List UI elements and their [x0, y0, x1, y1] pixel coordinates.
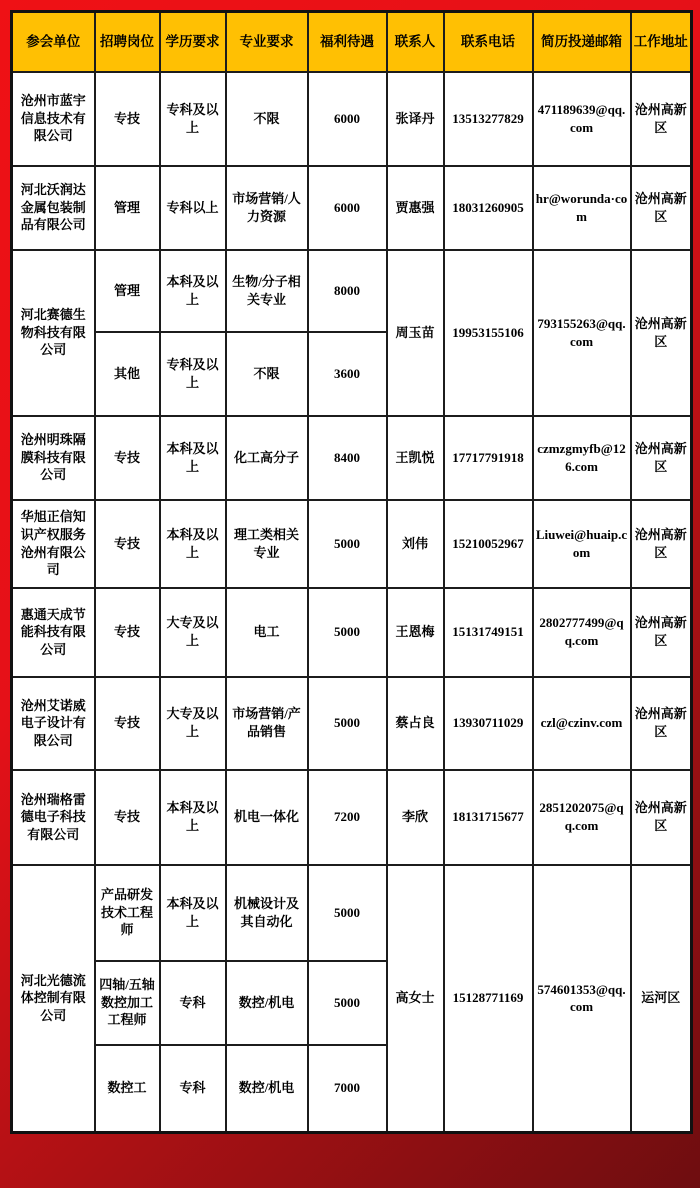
cell-post: 专技 [95, 416, 160, 500]
cell-company: 河北沃润达金属包装制品有限公司 [12, 166, 95, 250]
cell-salary: 7200 [308, 770, 387, 865]
cell-email: 574601353@qq.com [533, 865, 631, 1133]
cell-phone: 17717791918 [444, 416, 533, 500]
cell-company: 沧州市蓝宇信息技术有限公司 [12, 72, 95, 166]
cell-major: 生物/分子相关专业 [226, 250, 308, 332]
cell-email: 2851202075@qq.com [533, 770, 631, 865]
cell-post: 数控工 [95, 1045, 160, 1133]
cell-company: 河北光德流体控制有限公司 [12, 865, 95, 1133]
cell-phone: 15128771169 [444, 865, 533, 1133]
cell-contact: 王恩梅 [387, 588, 444, 677]
cell-major: 市场营销/人力资源 [226, 166, 308, 250]
cell-email: czmzgmyfb@126.com [533, 416, 631, 500]
cell-address: 沧州高新区 [631, 166, 692, 250]
cell-company: 沧州明珠隔膜科技有限公司 [12, 416, 95, 500]
cell-major: 化工高分子 [226, 416, 308, 500]
table-row [12, 416, 692, 500]
cell-salary: 3600 [308, 332, 387, 416]
col-header-contact: 联系人 [387, 12, 444, 72]
cell-salary: 6000 [308, 72, 387, 166]
cell-post: 四轴/五轴数控加工工程师 [95, 961, 160, 1045]
cell-email: 793155263@qq.com [533, 250, 631, 416]
cell-contact: 蔡占良 [387, 677, 444, 770]
cell-phone: 15210052967 [444, 500, 533, 588]
cell-salary: 8400 [308, 416, 387, 500]
cell-company: 沧州瑞格雷德电子科技有限公司 [12, 770, 95, 865]
cell-post: 专技 [95, 500, 160, 588]
cell-address: 运河区 [631, 865, 692, 1133]
col-header-email: 简历投递邮箱 [533, 12, 631, 72]
cell-edu: 专科及以上 [160, 332, 226, 416]
cell-phone: 18131715677 [444, 770, 533, 865]
cell-edu: 专科 [160, 1045, 226, 1133]
recruitment-table [10, 10, 693, 1134]
table-row [12, 865, 692, 961]
cell-phone: 19953155106 [444, 250, 533, 416]
cell-email: Liuwei@huaip.com [533, 500, 631, 588]
cell-edu: 专科以上 [160, 166, 226, 250]
cell-edu: 大专及以上 [160, 588, 226, 677]
cell-major: 数控/机电 [226, 961, 308, 1045]
cell-major: 市场营销/产品销售 [226, 677, 308, 770]
cell-major: 不限 [226, 332, 308, 416]
cell-major: 机械设计及其自动化 [226, 865, 308, 961]
cell-company: 沧州艾诺威电子设计有限公司 [12, 677, 95, 770]
cell-post: 专技 [95, 72, 160, 166]
cell-email: hr@worunda·com [533, 166, 631, 250]
cell-edu: 本科及以上 [160, 500, 226, 588]
table-row [12, 588, 692, 677]
cell-major: 机电一体化 [226, 770, 308, 865]
cell-address: 沧州高新区 [631, 770, 692, 865]
cell-post: 专技 [95, 770, 160, 865]
table-row [12, 72, 692, 166]
cell-salary: 5000 [308, 961, 387, 1045]
table-row [12, 500, 692, 588]
col-header-company: 参会单位 [12, 12, 95, 72]
cell-major: 不限 [226, 72, 308, 166]
cell-edu: 本科及以上 [160, 416, 226, 500]
cell-company: 惠通天成节能科技有限公司 [12, 588, 95, 677]
cell-email: 2802777499@qq.com [533, 588, 631, 677]
cell-edu: 本科及以上 [160, 250, 226, 332]
col-header-post: 招聘岗位 [95, 12, 160, 72]
cell-contact: 刘伟 [387, 500, 444, 588]
cell-salary: 5000 [308, 588, 387, 677]
cell-contact: 张译丹 [387, 72, 444, 166]
cell-phone: 13930711029 [444, 677, 533, 770]
col-header-salary: 福利待遇 [308, 12, 387, 72]
cell-email: 471189639@qq.com [533, 72, 631, 166]
cell-address: 沧州高新区 [631, 72, 692, 166]
table-row [12, 770, 692, 865]
header-row [12, 12, 692, 72]
col-header-major: 专业要求 [226, 12, 308, 72]
cell-company: 河北赛德生物科技有限公司 [12, 250, 95, 416]
cell-contact: 高女士 [387, 865, 444, 1133]
cell-salary: 5000 [308, 500, 387, 588]
cell-major: 理工类相关专业 [226, 500, 308, 588]
cell-phone: 13513277829 [444, 72, 533, 166]
cell-post: 管理 [95, 250, 160, 332]
cell-contact: 贾惠强 [387, 166, 444, 250]
cell-contact: 周玉苗 [387, 250, 444, 416]
table-row [12, 677, 692, 770]
cell-post: 管理 [95, 166, 160, 250]
cell-salary: 5000 [308, 865, 387, 961]
cell-address: 沧州高新区 [631, 677, 692, 770]
cell-phone: 18031260905 [444, 166, 533, 250]
cell-email: czl@czinv.com [533, 677, 631, 770]
cell-post: 专技 [95, 588, 160, 677]
col-header-edu: 学历要求 [160, 12, 226, 72]
cell-company: 华旭正信知识产权服务沧州有限公司 [12, 500, 95, 588]
cell-edu: 本科及以上 [160, 770, 226, 865]
cell-address: 沧州高新区 [631, 416, 692, 500]
cell-salary: 7000 [308, 1045, 387, 1133]
cell-salary: 6000 [308, 166, 387, 250]
cell-post: 产品研发技术工程师 [95, 865, 160, 961]
cell-major: 电工 [226, 588, 308, 677]
cell-edu: 大专及以上 [160, 677, 226, 770]
cell-contact: 王凯悦 [387, 416, 444, 500]
col-header-address: 工作地址 [631, 12, 692, 72]
cell-post: 专技 [95, 677, 160, 770]
table-row [12, 166, 692, 250]
cell-major: 数控/机电 [226, 1045, 308, 1133]
cell-salary: 5000 [308, 677, 387, 770]
col-header-phone: 联系电话 [444, 12, 533, 72]
cell-edu: 专科及以上 [160, 72, 226, 166]
cell-post: 其他 [95, 332, 160, 416]
cell-salary: 8000 [308, 250, 387, 332]
table-row [12, 250, 692, 332]
cell-address: 沧州高新区 [631, 588, 692, 677]
cell-contact: 李欣 [387, 770, 444, 865]
cell-address: 沧州高新区 [631, 500, 692, 588]
cell-address: 沧州高新区 [631, 250, 692, 416]
cell-edu: 本科及以上 [160, 865, 226, 961]
cell-edu: 专科 [160, 961, 226, 1045]
cell-phone: 15131749151 [444, 588, 533, 677]
